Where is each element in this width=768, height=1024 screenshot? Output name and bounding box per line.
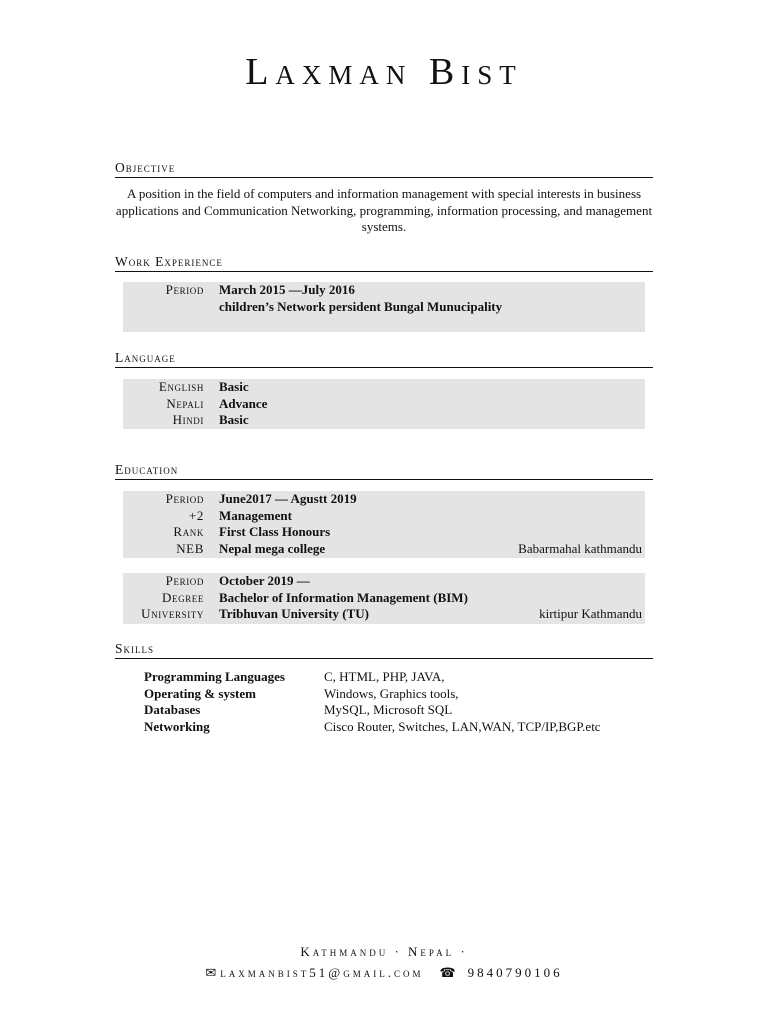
footer-contact bbox=[0, 965, 768, 981]
education-value: Nepal mega college bbox=[219, 540, 326, 556]
work-experience-block bbox=[123, 282, 645, 332]
resume-name: Laxman Bist bbox=[245, 51, 523, 93]
skill-row bbox=[144, 719, 644, 736]
language-block bbox=[123, 379, 645, 429]
education-value: Management bbox=[219, 507, 292, 523]
education-label: Rank bbox=[173, 524, 204, 539]
skill-value: MySQL, Microsoft SQL bbox=[324, 702, 453, 717]
envelope-icon: ✉ bbox=[205, 965, 217, 980]
education-value: October 2019 — bbox=[219, 573, 310, 588]
objective-text: A position in the field of computers and information management with special interests in business applications and Communication Networking, programming, information processing, and management systems. bbox=[115, 186, 653, 234]
skill-name: Operating & system bbox=[144, 685, 256, 701]
education-row bbox=[123, 508, 645, 525]
language-label: Hindi bbox=[172, 412, 204, 427]
skill-row bbox=[144, 686, 644, 703]
language-label: Nepali bbox=[166, 395, 204, 411]
footer-address: Kathmandu · Nepal · bbox=[300, 944, 468, 959]
language-row bbox=[123, 412, 645, 429]
education-label: University bbox=[141, 606, 204, 621]
work-value: children’s Network persident Bungal Munucipality bbox=[219, 298, 503, 314]
section-title-work-experience: Work Experience bbox=[115, 254, 653, 272]
education-value: Tribhuvan University (TU) bbox=[219, 606, 369, 621]
education-label: NEB bbox=[176, 540, 204, 556]
education-label: +2 bbox=[188, 507, 204, 523]
skill-value: C, HTML, PHP, JAVA, bbox=[324, 669, 445, 684]
work-label: Period bbox=[165, 282, 204, 297]
work-row bbox=[123, 282, 645, 299]
education-value: First Class Honours bbox=[219, 524, 331, 539]
skills-list bbox=[144, 669, 644, 735]
section-title-skills: Skills bbox=[115, 641, 653, 659]
work-value: March 2015 —July 2016 bbox=[219, 282, 355, 297]
footer-phone[interactable]: 9840790106 bbox=[467, 965, 563, 980]
skill-name: Programming Languages bbox=[144, 669, 285, 684]
skill-value: Cisco Router, Switches, LAN,WAN, TCP/IP,BGP.etc bbox=[324, 718, 601, 734]
education-row bbox=[123, 541, 645, 558]
education-row bbox=[123, 590, 645, 607]
phone-icon: ☎ bbox=[439, 965, 456, 980]
education-value: Bachelor of Information Management (BIM) bbox=[219, 589, 468, 605]
language-row bbox=[123, 379, 645, 396]
education-block-plus-two bbox=[123, 491, 645, 558]
skill-name: Databases bbox=[144, 702, 201, 717]
education-value: June2017 — Agustt 2019 bbox=[219, 491, 357, 506]
work-row bbox=[123, 299, 645, 316]
footer-email[interactable]: laxmanbist51@gmail.com bbox=[220, 965, 424, 980]
language-label: English bbox=[158, 379, 204, 394]
section-title-language: Language bbox=[115, 350, 653, 368]
language-level: Advance bbox=[219, 395, 268, 411]
skill-row bbox=[144, 702, 644, 719]
education-row bbox=[123, 491, 645, 508]
section-title-objective: Objective bbox=[115, 160, 653, 178]
language-row bbox=[123, 396, 645, 413]
section-title-education: Education bbox=[115, 462, 653, 480]
skill-name: Networking bbox=[144, 718, 210, 734]
education-label: Degree bbox=[162, 589, 204, 605]
education-location: Babarmahal kathmandu bbox=[518, 540, 642, 556]
language-level: Basic bbox=[219, 412, 249, 427]
education-label: Period bbox=[165, 573, 204, 588]
education-block-bim bbox=[123, 573, 645, 624]
education-label: Period bbox=[165, 491, 204, 506]
education-row bbox=[123, 573, 645, 590]
education-row bbox=[123, 606, 645, 623]
education-row bbox=[123, 524, 645, 541]
education-location: kirtipur Kathmandu bbox=[539, 606, 642, 621]
language-level: Basic bbox=[219, 379, 249, 394]
skill-row bbox=[144, 669, 644, 686]
skill-value: Windows, Graphics tools, bbox=[324, 685, 459, 701]
